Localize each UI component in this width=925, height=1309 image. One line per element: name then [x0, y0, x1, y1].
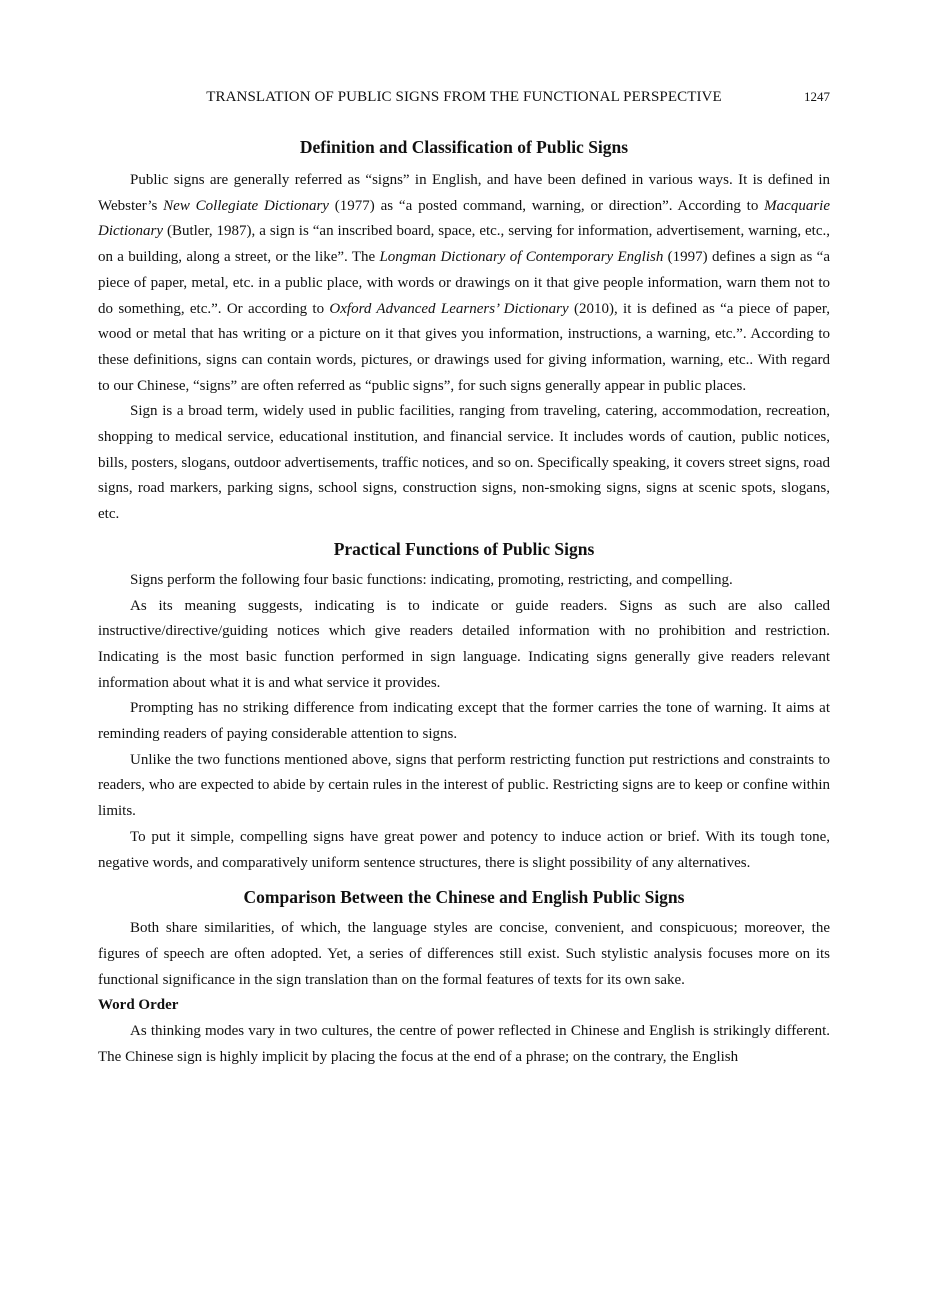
- citation-title: Oxford Advanced Learners’ Dictionary: [329, 300, 569, 317]
- paragraph: Prompting has no striking difference from indicating except that the former carries the tone of warning. It aims at reminding readers of paying considerable attention to signs.: [98, 700, 830, 743]
- text-run: (1997) defines a sign as “a piece of paper, metal, etc. in a public place, with words or drawings on it that give people information, warn them not to do something, etc.”. Or according to: [98, 249, 830, 317]
- paragraph: Sign is a broad term, widely used in public facilities, ranging from traveling, catering, accommodation, recreation, shopping to medical service, educational institution, and financial service. It includes words of caution, public notices, bills, posters, slogans, outdoor advertisements, traffic notices, and so on. Specifically speaking, it covers street signs, road signs, road markers, parking signs, school signs, construction signs, non-smoking signs, signs at scenic spots, slogans, etc.: [98, 403, 830, 523]
- citation-title: Macquarie Dictionary: [98, 197, 830, 240]
- page-number: 1247: [804, 89, 830, 104]
- text-run: (2010), it is defined as “a piece of paper, wood or metal that has writing or a picture on it that gives you information, instructions, a warning, etc.”. According to these definitions, signs can contain words, pictures, or drawings used for giving information, warning, etc.. With regard to our Chinese, “signs” are often referred as “public signs”, for such signs generally appear in public places.: [98, 300, 830, 394]
- citation-title: Longman Dictionary of Contemporary English: [379, 249, 664, 266]
- section-heading-functions: Practical Functions of Public Signs: [333, 538, 595, 559]
- paragraph: Unlike the two functions mentioned above, signs that perform restricting function put restrictions and constraints to readers, who are expected to abide by certain rules in the interest of public. Restricting signs are to keep or confine within limits.: [98, 751, 830, 820]
- text-run: (1977) as “a posted command, warning, or direction”. According to: [328, 197, 765, 214]
- paragraph: To put it simple, compelling signs have great power and potency to induce action or brief. With its tough tone, negative words, and comparatively uniform sentence structures, there is slight possibility of any alternatives.: [98, 828, 830, 871]
- paragraph: As its meaning suggests, indicating is to indicate or guide readers. Signs as such are also called instructive/directive/guiding notices which give readers detailed information with no prohibition and restriction. Indicating is the most basic function performed in sign language. Indicating signs generally give readers relevant information about what it is and what service it provides.: [98, 597, 830, 691]
- article-body: [98, 135, 830, 1071]
- running-title: TRANSLATION OF PUBLIC SIGNS FROM THE FUNCTIONAL PERSPECTIVE: [206, 89, 722, 105]
- citation-title: New Collegiate Dictionary: [163, 197, 329, 214]
- section-heading-definition: Definition and Classification of Public Signs: [299, 137, 629, 157]
- paragraph: [98, 168, 830, 399]
- section-heading-comparison: Comparison Between the Chinese and English Public Signs: [243, 887, 685, 908]
- subsection-heading-word-order: Word Order: [98, 997, 179, 1014]
- paragraph: Both share similarities, of which, the language styles are concise, convenient, and conspicuous; moreover, the figures of speech are often adopted. Yet, a series of differences still exist. Such stylistic analysis focuses more on its functional significance in the sign translation than on the formal features of texts for its own sake.: [98, 920, 830, 988]
- paragraph: As thinking modes vary in two cultures, the centre of power reflected in Chinese and English is strikingly different. The Chinese sign is highly implicit by placing the focus at the end of a phrase; on the contrary, the English: [98, 1023, 830, 1065]
- page-header: [98, 89, 830, 109]
- text-run: Public signs are generally referred as “signs” in English, and have been defined in various ways. It is defined in Webster’s: [98, 172, 830, 214]
- paragraph: Signs perform the following four basic functions: indicating, promoting, restricting, and compelling.: [130, 571, 733, 588]
- text-run: (Butler, 1987), a sign is “an inscribed board, space, etc., serving for information, advertisement, warning, etc., on a building, along a street, or the like”. The: [98, 223, 830, 266]
